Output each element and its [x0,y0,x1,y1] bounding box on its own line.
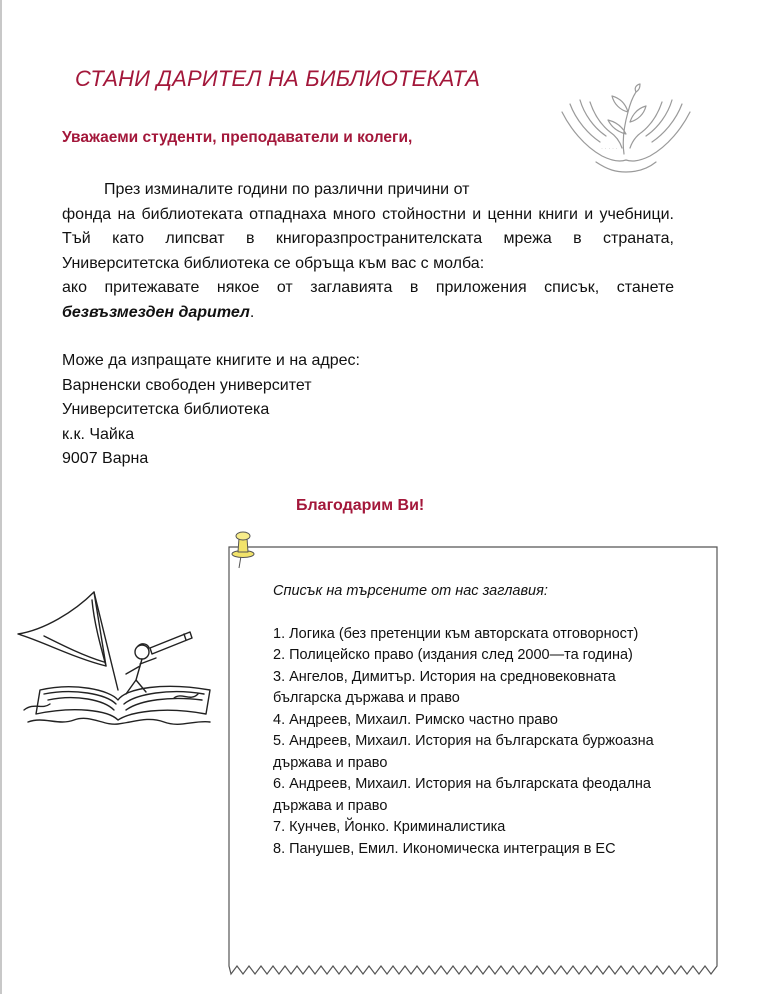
paragraph-first-line: През изминалите години по различни причини от [104,181,470,198]
page-left-border [0,0,2,994]
list-item: 7. Кунчев, Йонко. Криминалистика [273,819,506,835]
list-heading: Списък на търсените от нас заглавия: [273,583,548,599]
address-line-city: 9007 Варна [62,450,149,467]
paragraph-request [62,276,674,325]
thanks-message: Благодарим Ви! [296,497,425,514]
hands-plant-icon [556,82,696,177]
svg-text:· · · · ·: · · · · · [601,146,618,152]
list-item: 8. Панушев, Емил. Икономическа интеграция в ЕС [273,840,616,857]
paragraph-request-text: ако притежавате някое от заглавията в приложения списък, станете [62,279,674,296]
page-title: СТАНИ ДАРИТЕЛ НА БИБЛИОТЕКАТА [75,66,481,91]
address-intro: Може да изпращате книгите и на адрес: [62,352,360,369]
sailing-book-icon [14,582,219,732]
title-list-note [228,546,718,980]
greeting: Уважаеми студенти, преподаватели и колеги, [62,129,413,146]
pushpin-icon [230,530,256,570]
address-line-district: к.к. Чайка [62,425,135,443]
list-item: 1. Логика (без претенции към авторската отговорност) [273,625,639,642]
book-list [273,624,683,861]
address-line-university: Варненски свободен университет [62,376,312,394]
appeal-paragraph [62,178,674,325]
mailing-address [62,349,360,472]
list-item: 6. Андреев, Михаил. История на българската феодална държава и право [273,776,651,814]
donor-emphasis: безвъзмезден дарител [62,303,250,321]
list-item: 4. Андреев, Михаил. Римско частно право [273,711,558,728]
list-item: 5. Андреев, Михаил. История на българската буржоазна държава и право [273,733,654,771]
note-content [273,581,683,860]
paragraph-body: фонда на библиотеката отпаднаха много стойностни и ценни книги и учебници. Тъй като липсват в книгоразпространителската мрежа в страната, Университетска библиотека се обръща към вас с молба: [62,205,674,272]
list-item: 2. Полицейско право (издания след 2000—та година) [273,647,633,663]
list-item: 3. Ангелов, Димитър. История на средновековната българска държава и право [273,668,616,706]
address-line-library: Университетска библиотека [62,401,270,418]
paragraph-period: . [249,303,255,321]
